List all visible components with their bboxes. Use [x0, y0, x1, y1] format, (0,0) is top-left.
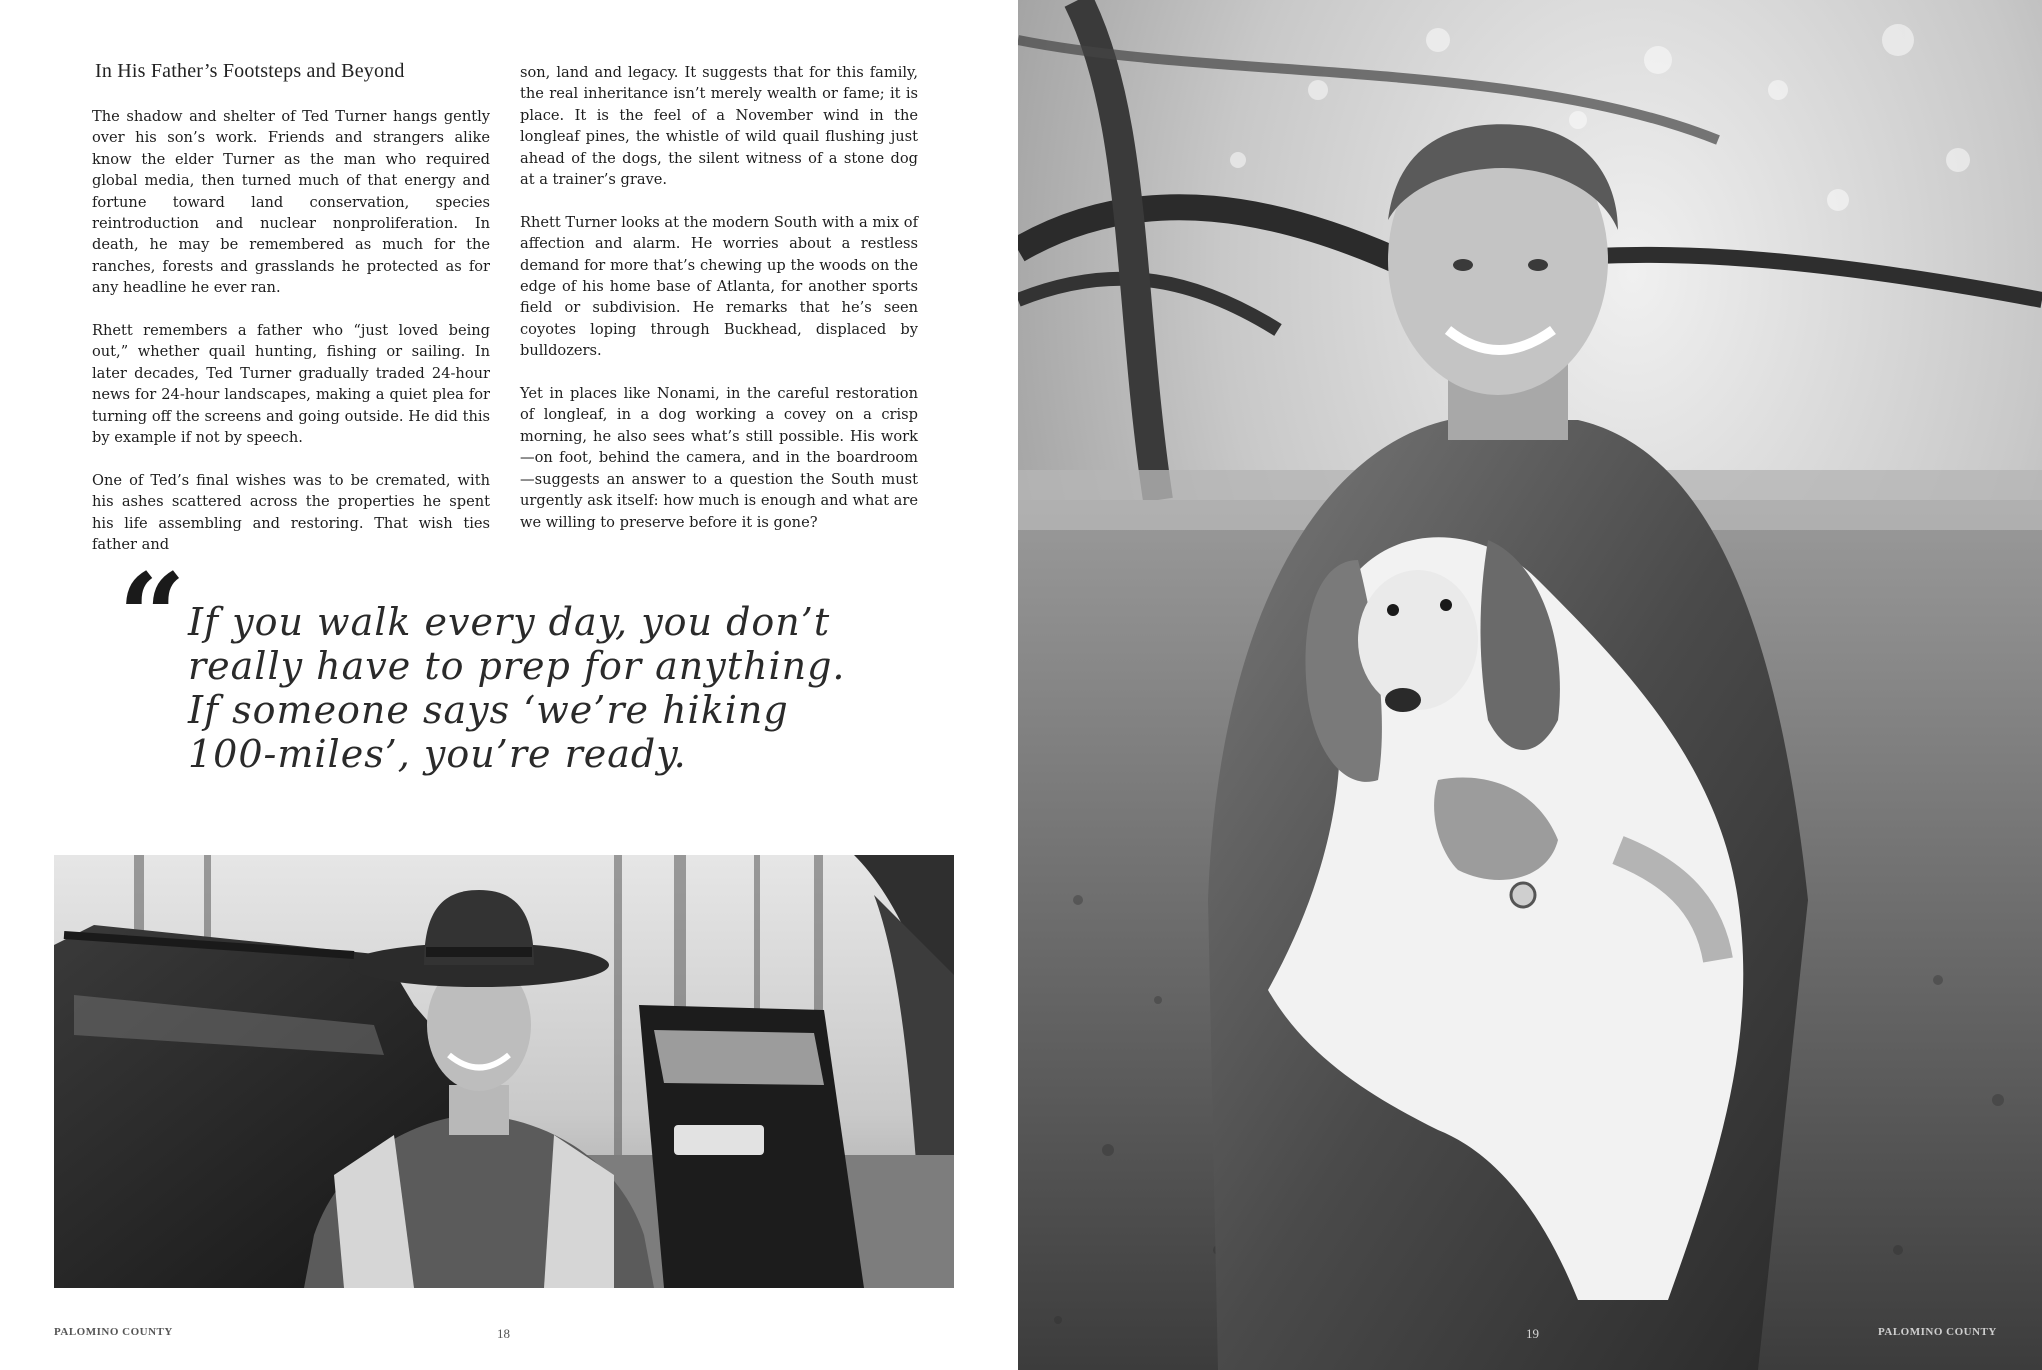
quote-mark-icon: “ — [118, 547, 186, 686]
photo-man-cowboy-hat-truck — [54, 855, 954, 1288]
page-number: 18 — [497, 1326, 510, 1341]
paragraph: Rhett Turner looks at the modern South with a mix of affection and alarm. He worries about a restless demand for more that’s chewing up the woods on the edge of his home base of Atlanta, for another sports field or subdivision. He remarks that he’s seen coyotes loping through Buckhead, displaced by bulldozers. — [520, 213, 918, 360]
pull-quote — [118, 547, 898, 796]
paragraph: son, land and legacy. It suggests that for this family, the real inheritance isn’t merely wealth or fame; it is place. It is the feel of a November wind in the longleaf pines, the whistle of wild quail flushing just ahead of the dogs, the silent witness of a stone dog at a trainer’s grave. — [520, 64, 918, 189]
article-column-right — [520, 62, 918, 554]
photo-illustration — [54, 855, 954, 1288]
pull-quote-line: 100-miles’, you’re ready. — [188, 732, 687, 776]
pull-quote-line: really have to prep for anything. — [188, 644, 846, 688]
pull-quote-text — [188, 600, 888, 776]
pull-quote-line: If someone says ‘we’re hiking — [188, 688, 789, 732]
photo-man-holding-dog — [1018, 0, 2042, 1370]
footer-brand: PALOMINO COUNTY — [1878, 1326, 1997, 1338]
footer-brand: PALOMINO COUNTY — [54, 1326, 173, 1338]
right-page — [1018, 0, 2042, 1370]
paragraph: One of Ted’s final wishes was to be cremated, with his ashes scattered across the properties he spent his life assembling and restoring. That wish ties father and — [92, 471, 490, 554]
article-column-left — [92, 106, 490, 577]
page-number: 19 — [1526, 1326, 1539, 1341]
pull-quote-line: If you walk every day, you don’t — [188, 600, 831, 644]
section-heading: In His Father’s Footsteps and Beyond — [95, 60, 405, 82]
paragraph: The shadow and shelter of Ted Turner hangs gently over his son’s work. Friends and strangers alike know the elder Turner as the man who required global media, then turned much of that energy and fortune toward land conservation, species reintroduction and nuclear nonproliferation. In death, he may be remembered as much for the ranches, forests and grasslands he protected as for any headline he ever ran. — [92, 108, 490, 297]
paragraph: Rhett remembers a father who “just loved being out,” whether quail hunting, fishing or sailing. In later decades, Ted Turner gradually traded 24-hour news for 24-hour landscapes, making a quiet plea for turning off the screens and going outside. He did this by example if not by speech. — [92, 322, 490, 447]
left-page — [0, 0, 1018, 1370]
paragraph: Yet in places like Nonami, in the careful restoration of longleaf, in a dog working a covey on a crisp morning, he also sees what’s still possible. His work—on foot, behind the camera, and in the boardroom—suggests an answer to a question the South must urgently ask itself: how much is enough and what are we willing to preserve before it is gone? — [520, 385, 918, 531]
